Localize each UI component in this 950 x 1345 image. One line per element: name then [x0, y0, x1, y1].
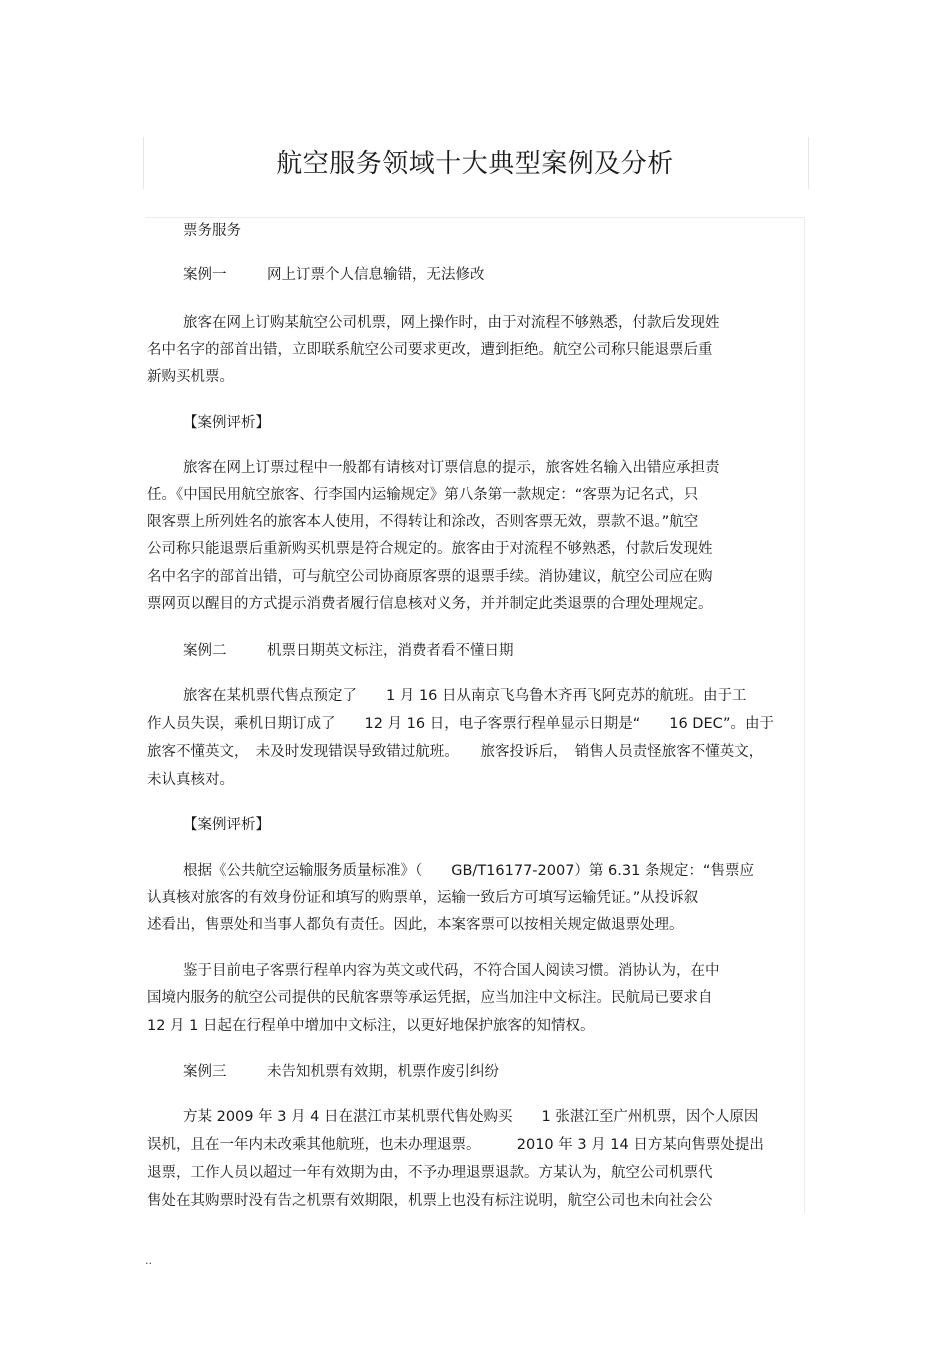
case2-heading [183, 641, 514, 661]
case3-heading [183, 1062, 499, 1082]
case2-title: 机票日期英文标注，消费者看不懂日期 [267, 643, 514, 659]
case2-analysis-label: 【案例评析】 [183, 817, 270, 833]
case1-body-line: 旅客在网上订购某航空公司机票，网上操作时，由于对流程不够熟悉，付款后发现姓 [183, 315, 720, 331]
case1-analysis-line: 旅客在网上订票过程中一般都有请核对订票信息的提示，旅客姓名输入出错应承担责 [183, 460, 720, 476]
case3-body-line: 退票，工作人员以超过一年有效期为由，不予办理退票退款。方某认为，航空公司机票代 [147, 1165, 713, 1181]
case2-analysis2-line: 国境内服务的航空公司提供的民航客票等承运凭据，应当加注中文标注。民航局已要求自 [147, 990, 713, 1006]
case1-label: 案例一 [183, 267, 227, 283]
case2-body-line: 旅客在某机票代售点预定了 1 月 16 日从南京飞乌鲁木齐再飞阿克苏的航班。由于工 [183, 688, 747, 704]
case1-body-line: 名中名字的部首出错，立即联系航空公司要求更改，遭到拒绝。航空公司称只能退票后重 [147, 342, 713, 358]
case2-body-line: 旅客不懂英文， 未及时发现错误导致错过航班。 旅客投诉后， 销售人员责怪旅客不懂英文， [147, 744, 764, 760]
case1-analysis-line: 任。《中国民用航空旅客、行李国内运输规定》第八条第一款规定：“客票为记名式，只 [147, 487, 699, 503]
case2-analysis2-line: 鉴于目前电子客票行程单内容为英文或代码，不符合国人阅读习惯。消协认为，在中 [183, 963, 720, 979]
case2-analysis-line: 述看出，售票处和当事人都负有责任。因此，本案客票可以按相关规定做退票处理。 [147, 917, 684, 933]
case1-body-line: 新购买机票。 [147, 369, 234, 385]
section-heading: 票务服务 [183, 223, 241, 239]
case3-body-line: 误机，且在一年内未改乘其他航班，也未办理退票。 2010 年 3 月 14 日方某向售票处提出 [147, 1137, 764, 1153]
case1-title: 网上订票个人信息输错，无法修改 [267, 267, 485, 283]
case1-heading [183, 265, 485, 285]
case1-analysis-line: 限客票上所列姓名的旅客本人使用，不得转让和涂改，否则客票无效，票款不退。”航空 [147, 514, 699, 530]
case3-title: 未告知机票有效期，机票作废引纠纷 [267, 1064, 499, 1080]
case3-body-line: 方某 2009 年 3 月 4 日在湛江市某机票代售处购买 1 张湛江至广州机票，因个人原因 [183, 1109, 759, 1125]
case2-analysis-line: 认真核对旅客的有效身份证和填写的购票单，运输一致后方可填写运输凭证。”从投诉叙 [147, 890, 699, 906]
case1-analysis-label: 【案例评析】 [183, 415, 270, 431]
case2-body-line: 作人员失误，乘机日期订成了 12 月 16 日，电子客票行程单显示日期是“ 16 DEC”。由于 [147, 716, 775, 732]
case2-analysis-line: 根据《公共航空运输服务质量标准》（ GB/T16177-2007）第 6.31 条规定：“售票应 [183, 863, 754, 879]
case1-analysis-line: 名中名字的部首出错，可与航空公司协商原客票的退票手续。消协建议，航空公司应在购 [147, 569, 713, 585]
case2-body-line: 未认真核对。 [147, 772, 234, 788]
page-title: 航空服务领域十大典型案例及分析 [276, 149, 674, 179]
case2-label: 案例二 [183, 643, 227, 659]
case1-analysis-line: 票网页以醒目的方式提示消费者履行信息核对义务，并并制定此类退票的合理处理规定。 [147, 596, 713, 612]
case2-analysis2-line: 12 月 1 日起在行程单中增加中文标注，以更好地保护旅客的知情权。 [147, 1018, 595, 1034]
footer-mark: .. [145, 1254, 152, 1267]
case1-analysis-line: 公司称只能退票后重新购买机票是符合规定的。旅客由于对流程不够熟悉，付款后发现姓 [147, 541, 713, 557]
case3-label: 案例三 [183, 1064, 227, 1080]
case3-body-line: 售处在其购票时没有告之机票有效期限，机票上也没有标注说明，航空公司也未向社会公 [147, 1193, 713, 1209]
